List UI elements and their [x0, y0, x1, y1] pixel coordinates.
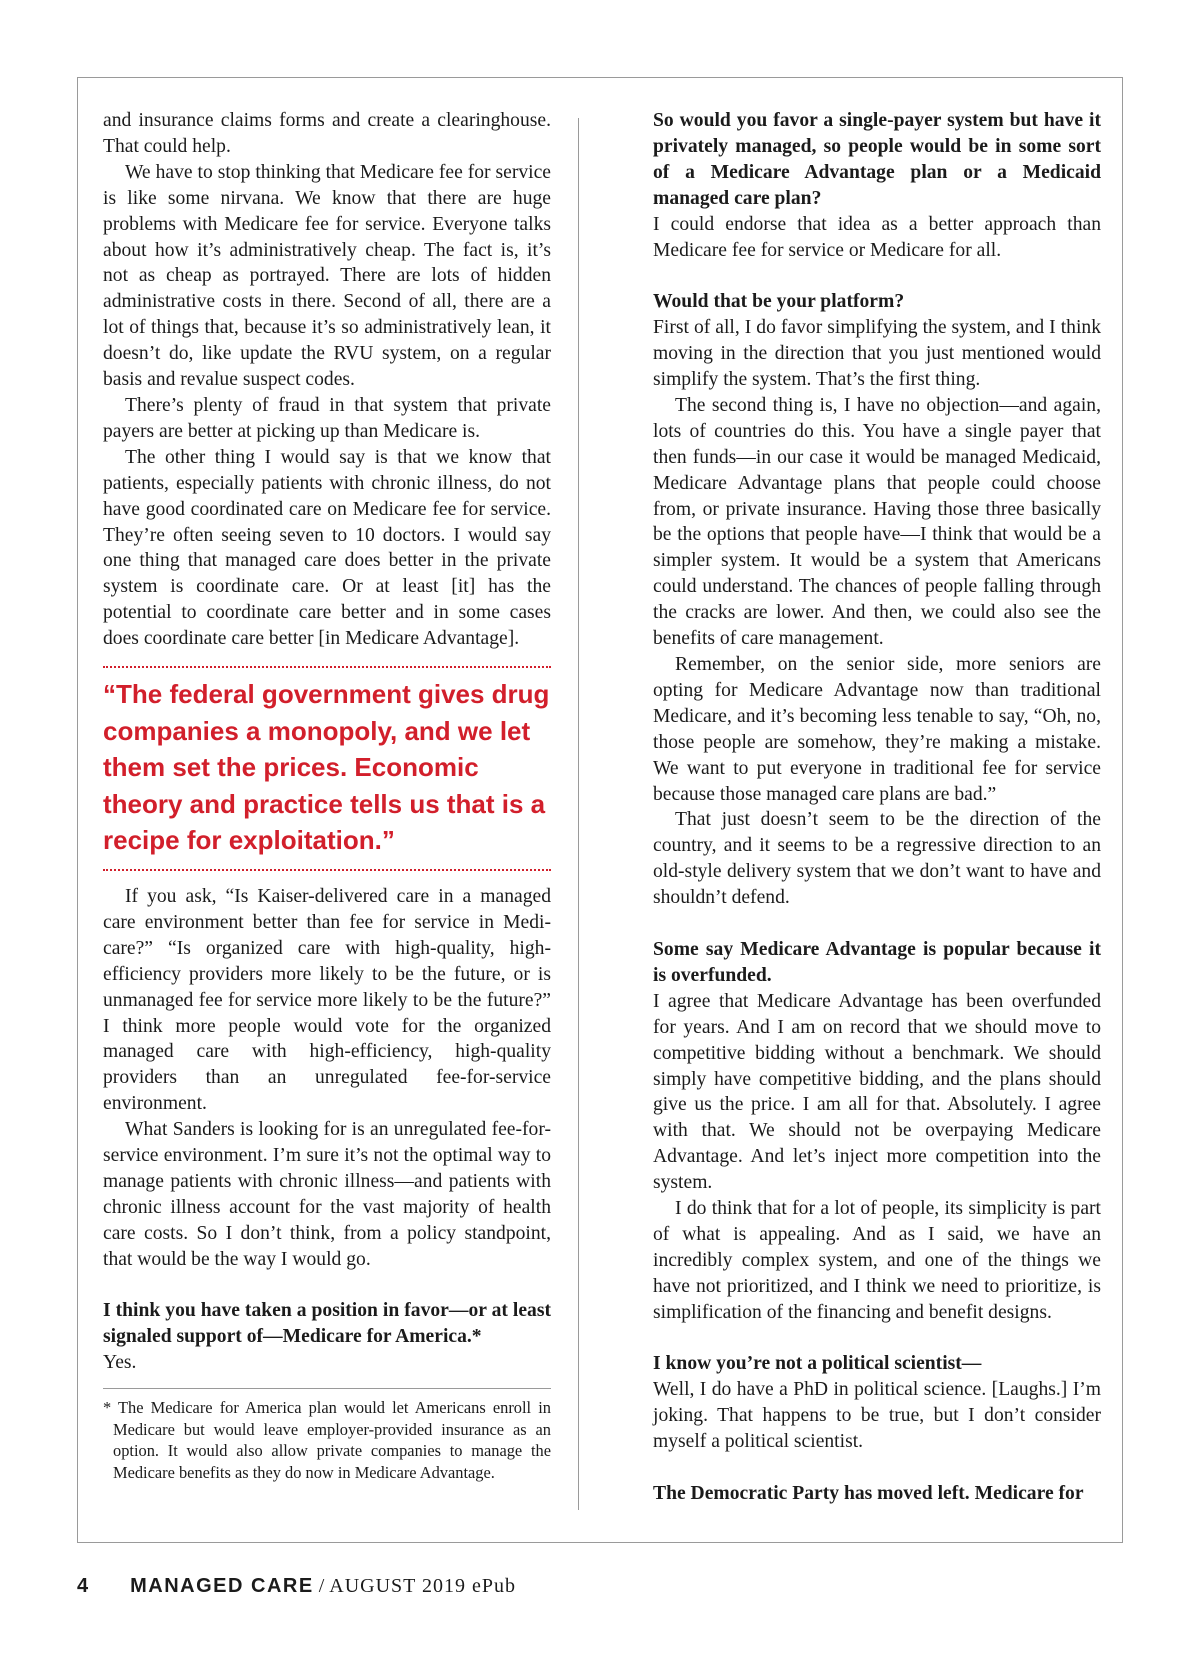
paragraph: I do think that for a lot of people, its simplicity is part of what is appealing. And as I said, we have an incredibly complex system, and one of the things we have not prioritized, and I think we need to prioritize, is simplification of the financing and benefit designs. — [653, 1198, 1101, 1323]
interview-question: I think you have taken a position in favor—or at least signaled support of—Medicare for America.* — [103, 1300, 551, 1348]
paragraph: The second thing is, I have no objection—and again, lots of countries do this. You have a single payer that then funds—in our case it would be managed Medicaid, Medicare Advantage plans that people could choose from, or private insurance. Having those three basically be the options that people have—I think that would be a simpler system. It would be a system that Americans could understand. The chances of people falling through the cracks are lower. And then, we could also see the benefits of care management. — [653, 394, 1101, 650]
interview-question: The Democratic Party has moved left. Medicare for — [653, 1482, 1084, 1504]
issue-label: AUGUST 2019 ePub — [329, 1575, 517, 1597]
interview-answer: Well, I do have a PhD in political science. [Laughs.] I’m joking. That happens to be true, but I don’t consider myself a political scientist. — [653, 1379, 1101, 1453]
paragraph: That just doesn’t seem to be the direction of the country, and it seems to be a regressive direction to an old-style delivery system that we don’t want to have and shouldn’t defend. — [653, 809, 1101, 909]
footer-separator: / — [313, 1575, 330, 1597]
interview-question: Some say Medicare Advantage is popular because it is overfunded. — [653, 938, 1101, 986]
interview-answer: First of all, I do favor simplifying the system, and I think moving in the direction that you just mentioned would simplify the system. That’s the first thing. — [653, 317, 1101, 391]
paragraph: and insurance claims forms and create a clearinghouse. That could help. — [103, 110, 551, 157]
interview-answer: I could endorse that idea as a better approach than Medicare fee for service or Medicare for all. — [653, 213, 1101, 261]
pull-quote — [103, 666, 551, 871]
column-divider — [578, 118, 579, 1510]
paragraph: We have to stop thinking that Medicare fee for service is like some nirvana. We know that there are huge problems with Medicare fee for service. Everyone talks about how it’s administratively cheap. The fact is, it’s not as cheap as portrayed. There are lots of hidden administrative costs in there. Second of all, there are a lot of things that, because it’s so administratively lean, it doesn’t do, like update the RVU system, on a regular basis and revalue suspect codes. — [103, 161, 551, 391]
footnote-text: * The Medicare for America plan would let Americans enroll in Medicare but would leave employer-provided insurance as an option. It would also allow private companies to manage the Medicare benefits as they do now in Medicare Advantage. — [103, 1398, 551, 1482]
interview-question: So would you favor a single-payer system but have it privately managed, so people would be in some sort of a Medicare Advantage plan or a Medicaid managed care plan? — [653, 110, 1101, 209]
right-column — [653, 108, 1101, 1507]
paragraph: If you ask, “Is Kaiser-delivered care in a managed care environment better than fee for service in Medicare?” “Is organized care with high-quality, high-efficiency providers more likely to be the future, or is unmanaged fee for service more likely to be the future?” I think more people would vote for the organized managed care with high-efficiency, high-quality providers than an unregulated fee-for-service environment. — [103, 886, 551, 1115]
page-footer — [77, 1574, 516, 1598]
interview-question: I know you’re not a political scientist— — [653, 1353, 982, 1375]
paragraph: Remember, on the senior side, more seniors are opting for Medicare Advantage now than traditional Medicare, and it’s becoming less tenable to say, “Oh, no, those people are somehow, they’re making a mistake. We want to put everyone in traditional fee for service because those managed care plans are bad.” — [653, 654, 1101, 805]
footnote — [103, 1388, 551, 1483]
paragraph: What Sanders is looking for is an unregulated fee-for-service environment. I’m sure it’s not the optimal way to manage patients with chronic illness—and patients with chronic illness account for the vast majority of health care costs. So I don’t think, from a policy standpoint, that would be the way I would go. — [103, 1119, 551, 1270]
interview-question: Would that be your platform? — [653, 291, 905, 313]
paragraph: The other thing I would say is that we know that patients, especially patients with chronic illness, do not have good coordinated care on Medicare fee for service. They’re often seeing seven to 10 doctors. I would say one thing that managed care does better in the private system is coordinate care. Or at least [it] has the potential to coordinate care better and in some cases does coordinate care better [in Medicare Advantage]. — [103, 446, 551, 650]
left-column — [103, 108, 551, 1483]
paragraph: There’s plenty of fraud in that system that private payers are better at picking up than Medicare is. — [103, 394, 551, 442]
magazine-name: MANAGED CARE — [130, 1575, 314, 1597]
interview-answer: Yes. — [103, 1352, 137, 1374]
page-number: 4 — [77, 1575, 89, 1597]
interview-answer: I agree that Medicare Advantage has been overfunded for years. And I am on record that we should move to competitive bidding without a benchmark. We should simply have competitive bidding, and the plans should give us the price. I am all for that. Absolutely. I agree with that. We should not be overpaying Medicare Advantage. And let’s inject more competition into the system. — [653, 990, 1101, 1194]
pull-quote-text: “The federal government gives drug companies a monopoly, and we let them set the prices. Economic theory and practice tells us that is a recipe for exploitation.” — [103, 679, 550, 856]
